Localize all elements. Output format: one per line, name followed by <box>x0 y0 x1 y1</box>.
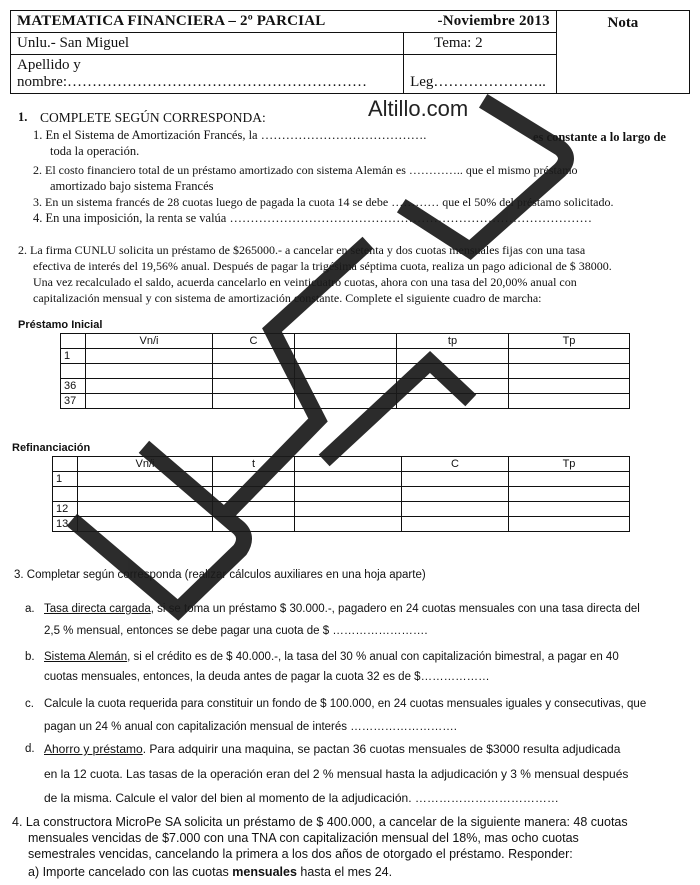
q3-a-marker: a. <box>25 603 35 615</box>
q4-line3: semestrales vencidas, cancelando la primera a los dos años de otorgado el préstamo. Responder: <box>28 847 573 861</box>
q1-item1a: 1. En el Sistema de Amortización Francés, la …………………………………. <box>33 128 427 142</box>
table-row: 36 <box>61 379 86 394</box>
q4-line1: 4. La constructora MicroPe SA solicita un préstamo de $ 400.000, a cancelar de la siguiente manera: 48 cuotas <box>12 815 628 829</box>
amortization-table-refinance <box>52 456 630 532</box>
q4-a-post: hasta el mes 24. <box>296 865 393 879</box>
stamp-text: UNLU <box>0 0 3 1</box>
table-row: 12 <box>53 502 78 517</box>
table2-header-c: C <box>402 457 509 472</box>
table2-header-t: t <box>213 457 295 472</box>
amortization-table-initial <box>60 333 630 409</box>
q3-d-line3: de la misma. Calcule el valor del bien al momento de la adjudicación. ……………………………… <box>44 791 559 805</box>
table-row <box>61 364 86 379</box>
q1-number: 1. <box>18 110 28 124</box>
table1-header-vn: Vn/i <box>86 334 213 349</box>
table2-header-vn: Vn/i <box>78 457 213 472</box>
q1-item4: 4. En una imposición, la renta se valúa …………………………………………………………………………… <box>33 211 592 225</box>
q4-a-bold: mensuales <box>232 865 297 879</box>
table1-header-blank <box>295 334 397 349</box>
table1-header-c: C <box>213 334 295 349</box>
tema: Tema: 2 <box>404 33 557 55</box>
q3-c-marker: c. <box>25 698 34 710</box>
table2-header-blank <box>295 457 402 472</box>
q4-line2: mensuales vencidas de $7.000 con una TNA con capitalización mensual del 18%, mas ocho cuotas <box>28 831 579 845</box>
table-row: 1 <box>53 472 78 487</box>
q3-c-line1: Calcule la cuota requerida para constituir un fondo de $ 100.000, en 24 cuotas mensuales iguales y consecutivas, que <box>44 698 647 710</box>
q3-d-rest: . Para adquirir una maquina, se pactan 36 cuotas mensuales de $3000 resulta adjudicada <box>142 742 621 756</box>
q3-d-line1 <box>44 742 620 757</box>
q3-a-term: Tasa directa cargada <box>44 603 151 615</box>
q1-item1b: es constante a lo largo de <box>533 130 666 144</box>
q3-b-marker: b. <box>25 651 35 663</box>
q3-b-line2: cuotas mensuales, entonces, la deuda antes de pagar la cuota 32 es de $……………… <box>44 671 490 683</box>
q3-c-line2: pagan un 24 % anual con capitalización mensual de interés ………………………. <box>44 721 457 733</box>
table2-header-period <box>53 457 78 472</box>
watermark: Altillo.com <box>368 96 469 121</box>
table1-label: Préstamo Inicial <box>18 319 103 331</box>
q1-item2b: amortizado bajo sistema Francés <box>50 179 214 193</box>
q3-d-marker: d. <box>25 743 35 755</box>
table1-header-tp-total: Tp <box>509 334 630 349</box>
q3-title: 3. Completar según corresponda (realizar cálculos auxiliares en una hoja aparte) <box>14 569 426 581</box>
q3-b-term: Sistema Alemán <box>44 651 128 663</box>
table1-header-period <box>61 334 86 349</box>
table-row <box>53 487 78 502</box>
exam-title: MATEMATICA FINANCIERA – 2º PARCIAL <box>11 11 404 33</box>
q1-item2a: 2. El costo financiero total de un préstamo amortizado con sistema Alemán es ………….. que el mismo préstamo <box>33 163 578 177</box>
table-row: 37 <box>61 394 86 409</box>
exam-header <box>10 10 690 94</box>
table1-header-tp: tp <box>397 334 509 349</box>
table-row: 13 <box>53 517 78 532</box>
q2-line4: capitalización mensual y con sistema de amortización constante. Complete el siguiente cuadro de marcha: <box>33 291 542 305</box>
q3-d-term: Ahorro y préstamo <box>44 742 143 756</box>
table2-label: Refinanciación <box>12 442 91 454</box>
institution: Unlu.- San Miguel <box>11 33 404 55</box>
q3-d-line2: en la 12 cuota. Las tasas de la operación eran del 2 % mensual hasta la adjudicación y 3 % mensual después <box>44 767 629 781</box>
student-name-field: Apellido y nombre:…………………………………………………… <box>11 55 404 94</box>
grade-box: Nota <box>556 11 689 94</box>
q3-b-line1 <box>44 650 619 665</box>
q2-line3: Una vez recalculado el saldo, acuerda cancelarlo en veinticuatro cuotas, ahora con una tasa del 20,00% anual con <box>33 275 577 289</box>
q1-item3: 3. En un sistema francés de 28 cuotas luego de pagada la cuota 14 se debe ………… que el 50% del préstamo solicitado. <box>33 195 614 209</box>
q3-a-line1 <box>44 602 640 617</box>
q2-line1: 2. La firma CUNLU solicita un préstamo de $265000.- a cancelar en setenta y dos cuotas mensuales fijas con una tasa <box>18 243 586 257</box>
q3-a-rest: , si se toma un préstamo $ 30.000.-, pagadero en 24 cuotas mensuales con una tasa directa del <box>150 603 640 615</box>
table2-header-tp-total: Tp <box>509 457 630 472</box>
q2-line2: efectiva de interés del 19,56% anual. Después de pagar la trigésima séptima cuota, realiza un pago adicional de $ 38000. <box>33 259 612 273</box>
table-row: 1 <box>61 349 86 364</box>
q1-title: COMPLETE SEGÚN CORRESPONDA: <box>40 110 266 125</box>
q3-b-rest: , si el crédito es de $ 40.000.-, la tasa del 30 % anual con capitalización bimestral, a pagar en 40 <box>127 651 619 663</box>
q1-item1c: toda la operación. <box>50 144 140 158</box>
exam-date: -Noviembre 2013 <box>404 11 557 33</box>
q4-a <box>28 865 392 880</box>
q3-a-line2: 2,5 % mensual, entonces se debe pagar una cuota de $ ……………………. <box>44 625 428 637</box>
q4-a-pre: a) Importe cancelado con las cuotas <box>28 865 233 879</box>
legajo-field: Leg………………….. <box>404 55 557 94</box>
